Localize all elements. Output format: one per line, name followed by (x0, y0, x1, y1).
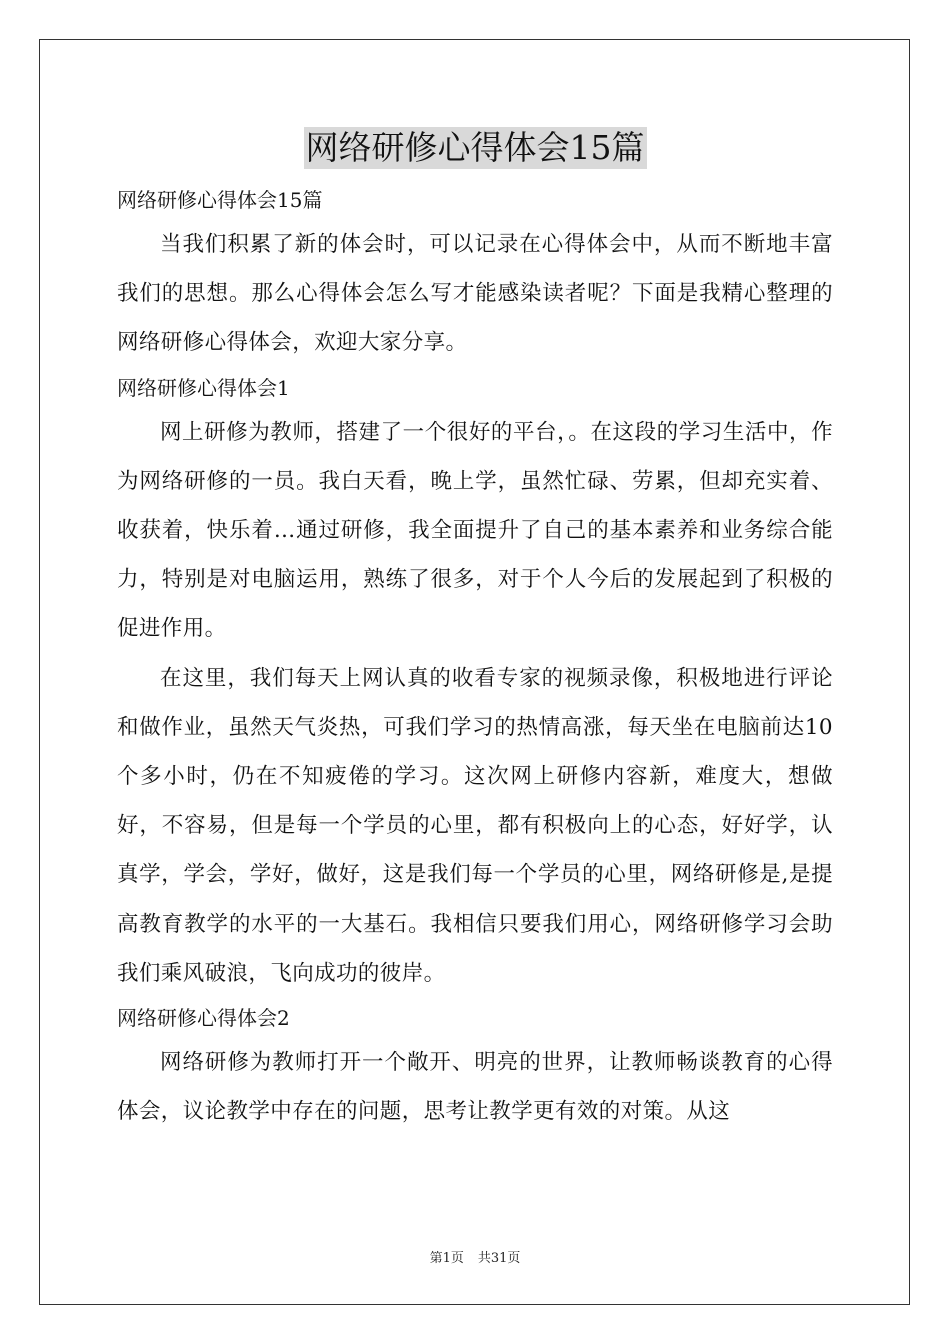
paragraph: 当我们积累了新的体会时，可以记录在心得体会中，从而不断地丰富我们的思想。那么心得体会怎么写才能感染读者呢？下面是我精心整理的网络研修心得体会，欢迎大家分享。 (117, 232, 833, 356)
section-heading: 网络研修心得体会2 (117, 1006, 290, 1031)
paragraph: 在这里，我们每天上网认真的收看专家的视频录像，积极地进行评论和做作业，虽然天气炎热，可我们学习的热情高涨，每天坐在电脑前达10个多小时，仍在不知疲倦的学习。这次网上研修内容新，难度大，想做好，不容易，但是每一个学员的心里，都有积极向上的心态，好好学，认真学，学会，学好，做好，这是我们每一个学员的心里，网络研修是,是提高教育教学的水平的一大基石。我相信只要我们用心，网络研修学习会助我们乘风破浪，飞向成功的彼岸。 (117, 665, 833, 986)
title-container (0, 127, 950, 169)
page-footer (0, 1247, 950, 1266)
page-total: 共31页 (477, 1251, 521, 1266)
page-number: 第1页 (429, 1251, 464, 1266)
document-title: 网络研修心得体会15篇 (305, 128, 645, 167)
paragraph: 网络研修为教师打开一个敞开、明亮的世界，让教师畅谈教育的心得体会，议论教学中存在的问题，思考让教学更有效的对策。从这 (117, 1050, 833, 1125)
section-heading: 网络研修心得体会15篇 (117, 188, 323, 212)
paragraph: 网上研修为教师，搭建了一个很好的平台，。在这段的学习生活中，作为网络研修的一员。我白天看，晚上学，虽然忙碌、劳累，但却充实着、收获着，快乐着…通过研修，我全面提升了自己的基本素养和业务综合能力，特别是对电脑运用，熟练了很多，对于个人今后的发展起到了积极的促进作用。 (117, 419, 833, 642)
document-body (117, 180, 833, 1136)
section-heading: 网络研修心得体会1 (117, 375, 290, 400)
